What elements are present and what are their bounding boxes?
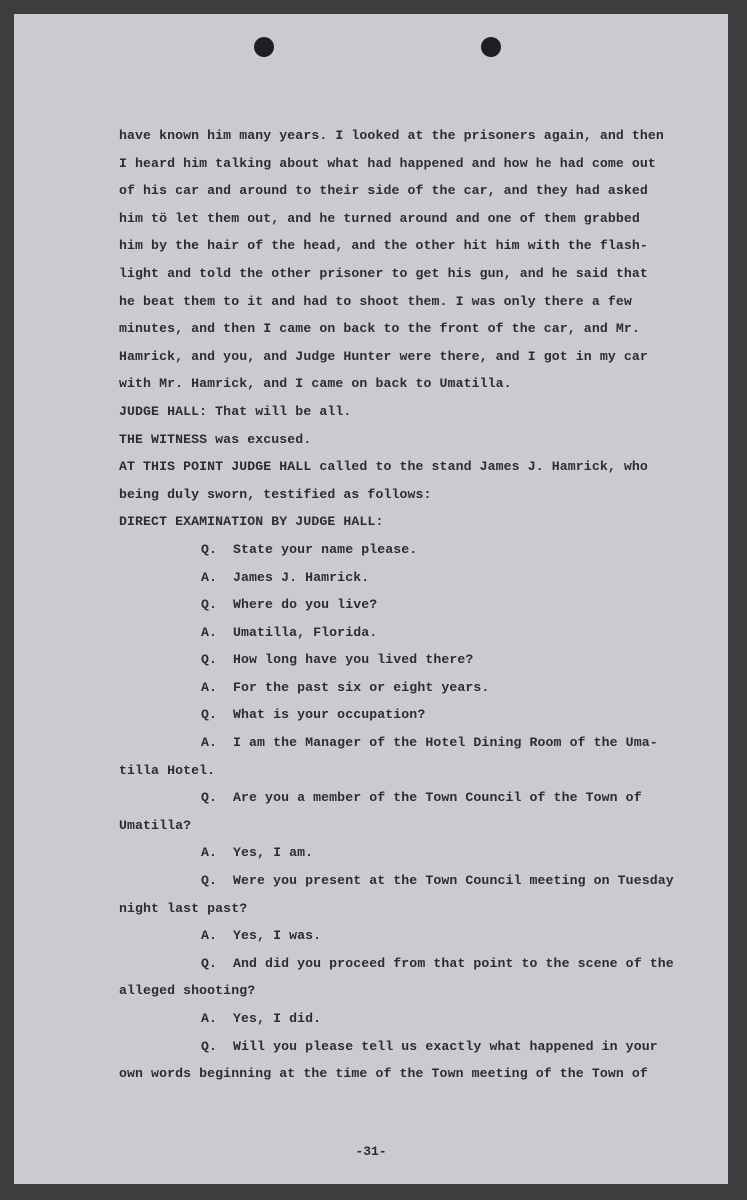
line-text: minutes, and then I came on back to the front of the car, and Mr. — [119, 321, 640, 337]
qa-line — [119, 536, 709, 564]
transcript-body — [119, 122, 709, 1088]
line-text: own words beginning at the time of the Town meeting of the Town of — [119, 1066, 648, 1082]
line-text: How long have you lived there? — [233, 652, 474, 668]
page-number: -31- — [355, 1144, 387, 1159]
line-text: I heard him talking about what had happened and how he had come out — [119, 155, 656, 171]
line-text: AT THIS POINT JUDGE HALL called to the stand James J. Hamrick, who — [119, 459, 648, 475]
line-text: I am the Manager of the Hotel Dining Room of the Uma- — [233, 735, 658, 751]
line-text: have known him many years. I looked at the prisoners again, and then — [119, 128, 664, 143]
qa-marker: A. — [201, 624, 218, 640]
text-line — [119, 757, 709, 785]
qa-line — [119, 674, 709, 702]
text-line — [119, 895, 709, 923]
text-line — [119, 177, 709, 205]
text-line — [119, 508, 709, 536]
text-line — [119, 315, 709, 343]
line-text: Are you a member of the Town Council of the Town of — [233, 790, 642, 806]
text-line — [119, 343, 709, 371]
line-text: Hamrick, and you, and Judge Hunter were there, and I got in my car — [119, 348, 648, 364]
qa-marker: A. — [201, 1011, 218, 1026]
line-text: tilla Hotel. — [119, 762, 216, 778]
qa-marker: Q. — [201, 790, 218, 806]
document-page — [14, 14, 728, 1184]
line-text: him tö let them out, and he turned around and one of them grabbed — [119, 210, 640, 226]
line-text: Will you please tell us exactly what happened in your — [233, 1038, 658, 1054]
text-line — [119, 232, 709, 260]
qa-line — [119, 950, 709, 978]
text-line — [119, 398, 709, 426]
qa-line — [119, 1005, 709, 1033]
text-line — [119, 122, 709, 150]
line-text: with Mr. Hamrick, and I came on back to Umatilla. — [119, 376, 512, 392]
qa-line — [119, 564, 709, 592]
line-text: Yes, I am. — [233, 845, 314, 861]
qa-marker: Q. — [201, 707, 218, 723]
text-line — [119, 205, 709, 233]
qa-line — [119, 619, 709, 647]
line-text: And did you proceed from that point to the scene of the — [233, 955, 674, 971]
qa-line — [119, 591, 709, 619]
line-text: light and told the other prisoner to get his gun, and he said that — [119, 265, 648, 281]
line-text: James J. Hamrick. — [233, 569, 370, 585]
line-text: him by the hair of the head, and the other hit him with the flash- — [119, 238, 648, 254]
qa-marker: A. — [201, 679, 218, 695]
line-text: THE WITNESS was excused. — [119, 431, 312, 447]
line-text: Where do you live? — [233, 597, 378, 613]
text-line — [119, 1060, 709, 1088]
line-text: he beat them to it and had to shoot them. I was only there a few — [119, 293, 632, 309]
qa-marker: Q. — [201, 955, 218, 971]
line-text: night last past? — [119, 900, 248, 916]
qa-marker: A. — [201, 569, 218, 585]
line-text: State your name please. — [233, 541, 418, 557]
text-line — [119, 288, 709, 316]
line-text: being duly sworn, testified as follows: — [119, 486, 432, 502]
qa-marker: Q. — [201, 652, 218, 668]
qa-marker: A. — [201, 845, 218, 861]
qa-line — [119, 1033, 709, 1061]
qa-marker: Q. — [201, 873, 218, 889]
line-text: Yes, I was. — [233, 928, 322, 944]
qa-marker: Q. — [201, 1038, 218, 1054]
qa-line — [119, 784, 709, 812]
text-line — [119, 453, 709, 481]
text-line — [119, 426, 709, 454]
qa-line — [119, 922, 709, 950]
text-line — [119, 150, 709, 178]
line-text: JUDGE HALL: That will be all. — [119, 403, 352, 419]
text-line — [119, 481, 709, 509]
qa-marker: A. — [201, 928, 218, 944]
qa-line — [119, 839, 709, 867]
punch-hole-right — [481, 37, 501, 57]
qa-marker: A. — [201, 735, 218, 751]
text-line — [119, 260, 709, 288]
line-text: Umatilla, Florida. — [233, 624, 378, 640]
line-text: For the past six or eight years. — [233, 679, 490, 695]
line-text: of his car and around to their side of the car, and they had asked — [119, 183, 648, 199]
line-text: DIRECT EXAMINATION BY JUDGE HALL: — [119, 514, 384, 530]
qa-line — [119, 729, 709, 757]
qa-marker: Q. — [201, 597, 218, 613]
line-text: Umatilla? — [119, 817, 192, 833]
line-text: What is your occupation? — [233, 707, 426, 723]
qa-line — [119, 646, 709, 674]
punch-hole-left — [254, 37, 274, 57]
qa-line — [119, 701, 709, 729]
qa-line — [119, 867, 709, 895]
line-text: alleged shooting? — [119, 983, 256, 999]
qa-marker: Q. — [201, 541, 218, 557]
text-line — [119, 812, 709, 840]
text-line — [119, 370, 709, 398]
line-text: Yes, I did. — [233, 1011, 322, 1026]
text-line — [119, 977, 709, 1005]
line-text: Were you present at the Town Council meeting on Tuesday — [233, 873, 674, 889]
